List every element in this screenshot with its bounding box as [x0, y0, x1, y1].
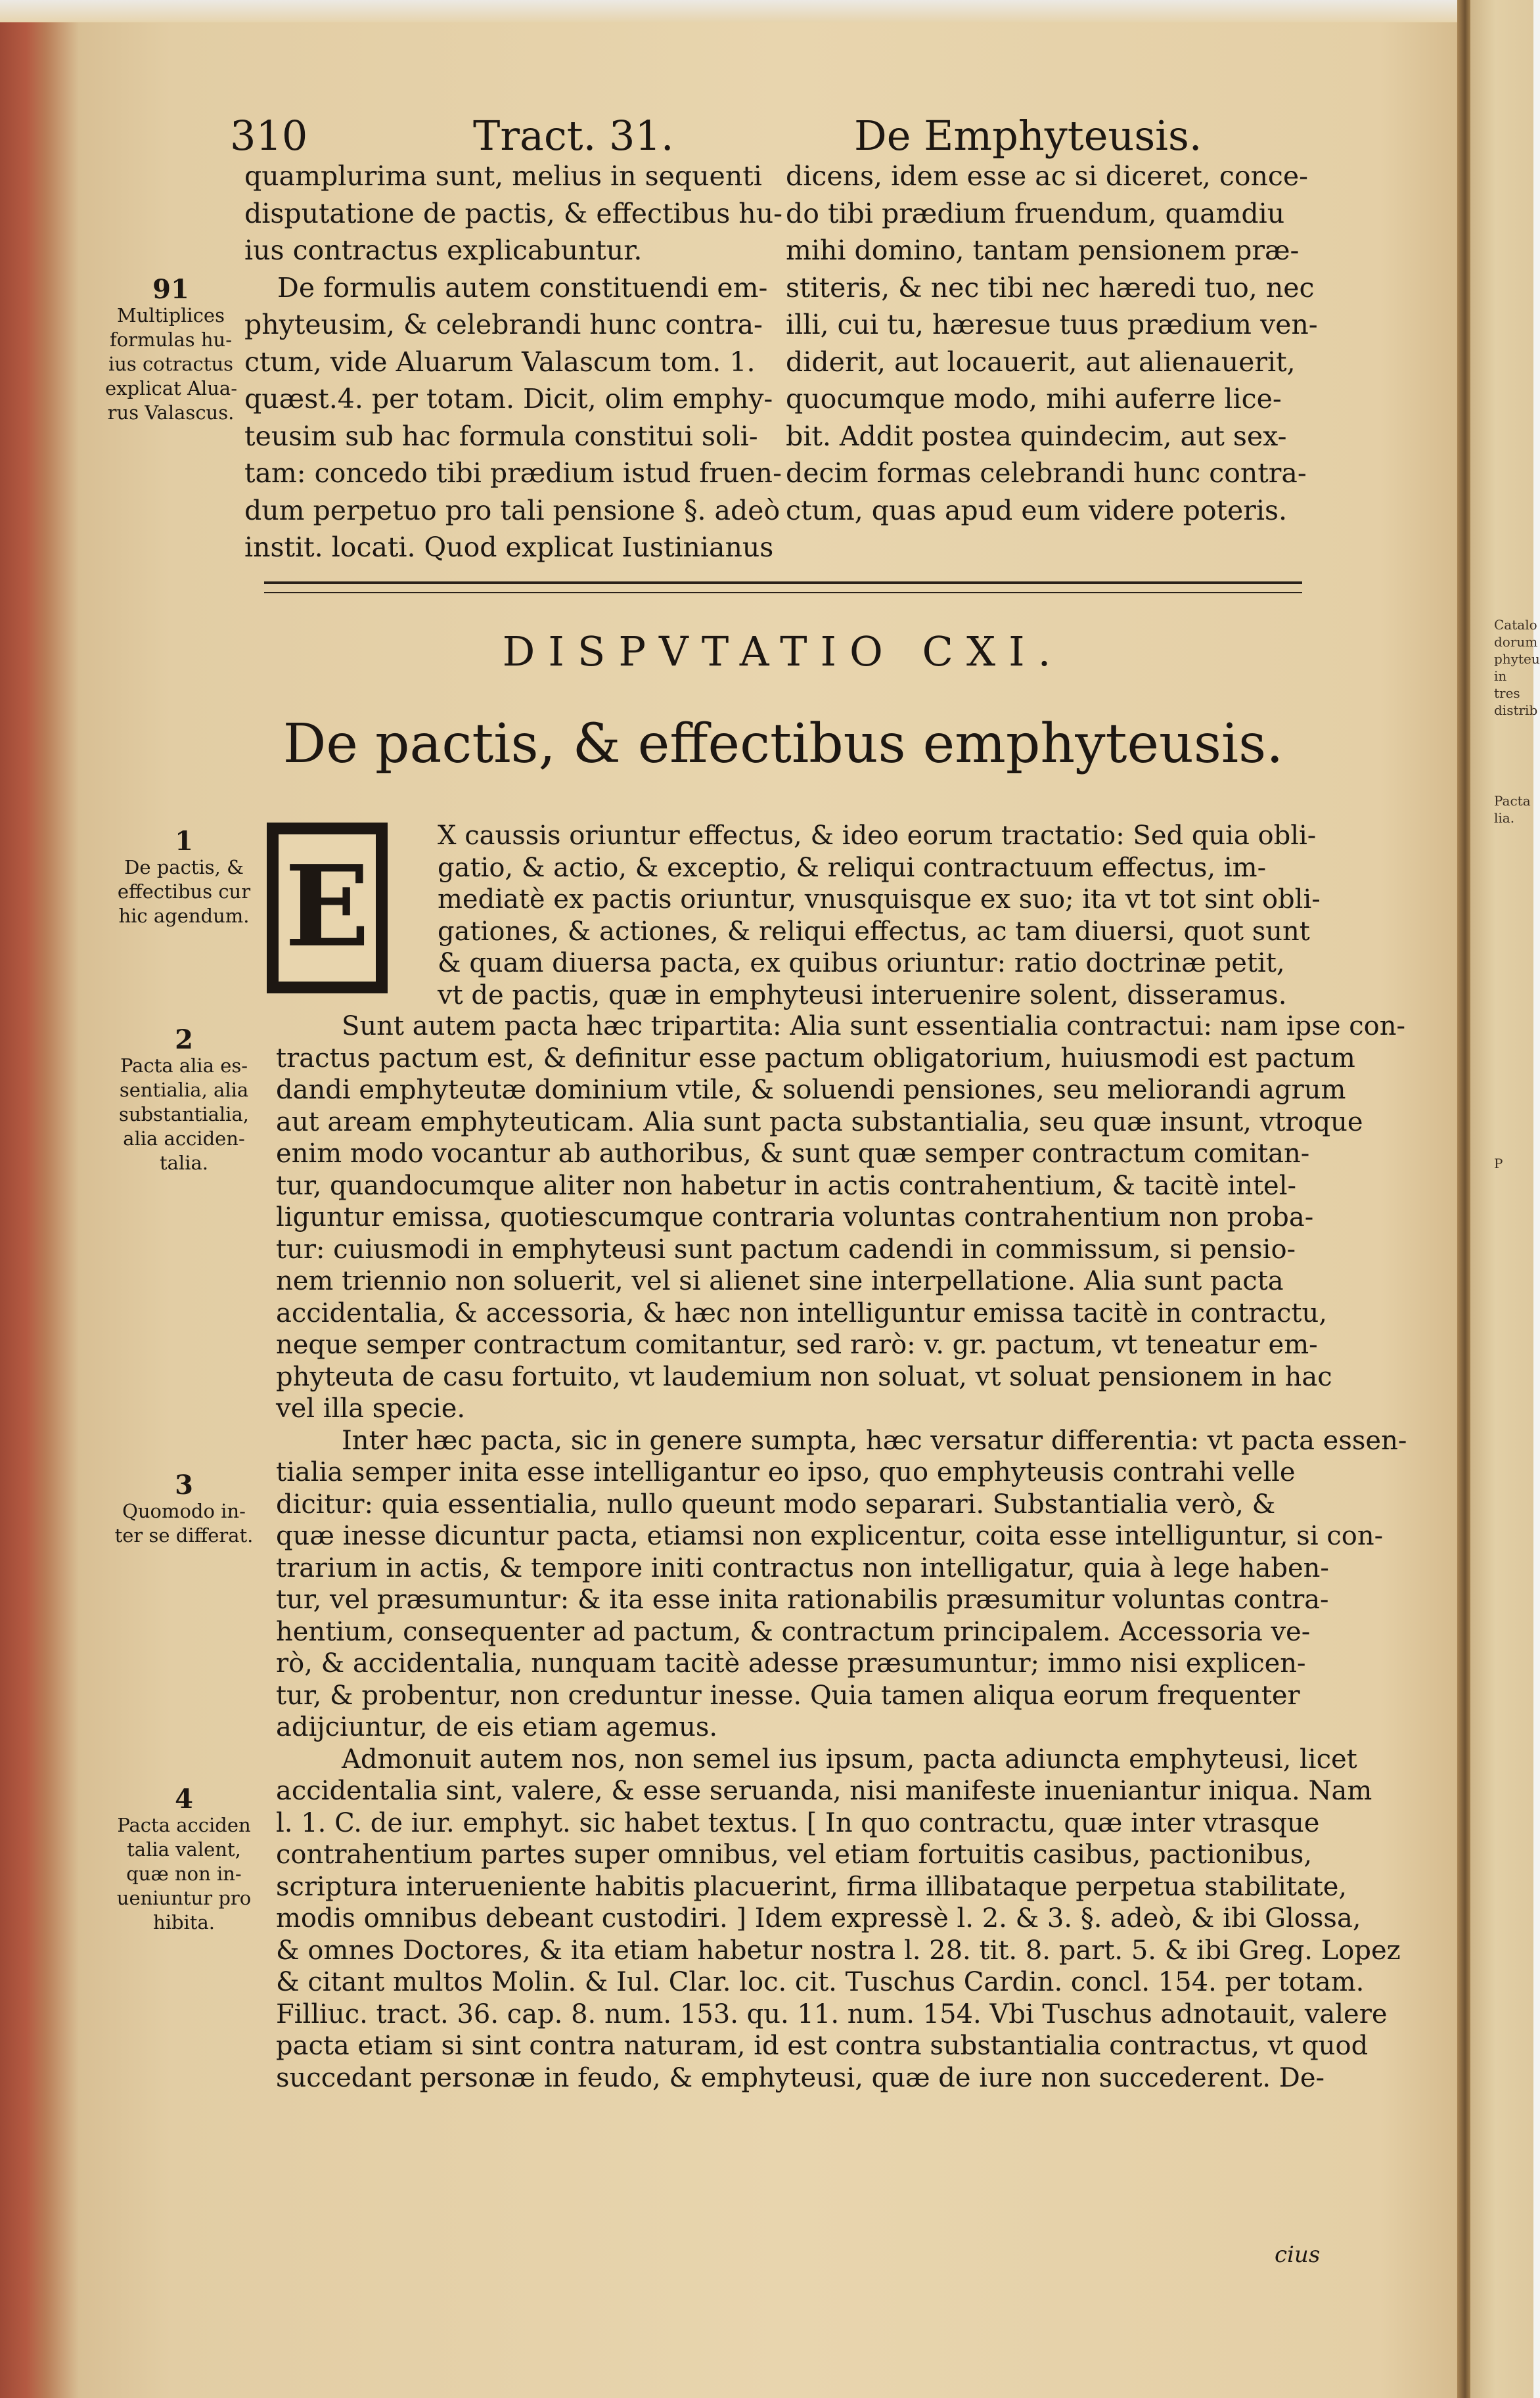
running-head: [230, 112, 1307, 164]
margin-note-line: Pacta acciden: [117, 1814, 251, 1836]
text-line: accidentalia, & accessoria, & hæc non intelliguntur emissa tacitè in contractu,: [276, 1298, 1327, 1328]
text-line: l. 1. C. de iur. emphyt. sic habet textus. [ In quo contractu, quæ inter vtrasque: [276, 1807, 1320, 1838]
text-line: Sunt autem pacta hæc tripartita: Alia sunt essentialia contractui: nam ipse con-: [342, 1011, 1405, 1041]
top-left-column: [244, 158, 782, 566]
margin-note-line: quæ non in-: [126, 1863, 242, 1885]
margin-note-line: Quomodo in-: [122, 1500, 246, 1522]
facing-page-line: lia.: [1494, 810, 1515, 826]
text-line: tur, vel præsumuntur: & ita esse inita rationabilis præsumitur voluntas contra-: [276, 1585, 1329, 1615]
margin-note-line: talia valent,: [127, 1838, 241, 1861]
facing-page-line: in tres: [1494, 668, 1520, 701]
text-line: quæ inesse dicuntur pacta, etiamsi non explicentur, coita esse intelliguntur, si con-: [276, 1521, 1384, 1551]
text-line: dum perpetuo pro tali pensione §. adeò: [244, 494, 781, 526]
text-line: & citant multos Molin. & Iul. Clar. loc. cit. Tuschus Cardin. concl. 154. per totam.: [276, 1967, 1365, 1997]
facing-page-line: phyteu: [1494, 651, 1540, 667]
book-gutter: [1457, 0, 1470, 2398]
margin-note-number: 4: [175, 1784, 193, 1815]
text-line: do tibi prædium fruendum, quamdiu: [786, 197, 1285, 229]
text-line: teusim sub hac formula constitui soli-: [244, 420, 758, 452]
opening-paragraph: [438, 820, 1321, 1011]
margin-note: [105, 1786, 263, 1935]
margin-note-line: hibita.: [153, 1911, 215, 1934]
facing-page-line: P: [1494, 1156, 1503, 1171]
text-line: dicens, idem esse ac si diceret, conce-: [786, 160, 1309, 192]
text-line: rò, & accidentalia, nunquam tacitè adesse præsumuntur; immo nisi explicen-: [276, 1648, 1306, 1679]
page-number: 310: [230, 112, 308, 160]
text-line: mihi domino, tantam pensionem præ-: [786, 235, 1300, 266]
text-line: bit. Addit postea quindecim, aut sex-: [786, 420, 1287, 452]
text-line: tialia semper inita esse intelligantur eo ipso, quo emphyteusis contrahi velle: [276, 1457, 1296, 1487]
margin-note-line: ter se differat.: [114, 1524, 254, 1547]
margin-note-line: rus Valascus.: [107, 401, 235, 424]
text-line: instit. locati. Quod explicat Iustinianus: [244, 532, 774, 563]
decorated-initial: [267, 823, 388, 993]
margin-note-line: explicat Alua-: [105, 377, 238, 399]
margin-note-line: De pactis, &: [124, 856, 244, 878]
text-line: mediatè ex pactis oriuntur, vnusquisque ex suo; ita vt tot sint obli-: [438, 884, 1321, 915]
text-line: disputatione de pactis, & effectibus hu-: [244, 197, 782, 229]
text-line: trarium in actis, & tempore initi contractus non intelligatur, quia à lege haben-: [276, 1552, 1329, 1583]
margin-note-line: sentialia, alia: [119, 1079, 249, 1101]
text-line: scriptura interueniente habitis placuerint, firma illibataque perpetua stabilitate,: [276, 1871, 1348, 1902]
section-rule: [264, 581, 1302, 593]
margin-note-line: ueniuntur pro: [116, 1887, 252, 1909]
margin-note-line: substantialia,: [119, 1103, 249, 1125]
text-line: neque semper contractum comitantur, sed rarò: v. gr. pactum, vt teneatur em-: [276, 1330, 1318, 1360]
facing-page-note: [1494, 616, 1540, 719]
margin-note-number: 2: [175, 1024, 193, 1055]
text-line: enim modo vocantur ab authoribus, & sunt quæ semper contractum comitan-: [276, 1139, 1310, 1169]
margin-note-line: Multiplices: [117, 304, 225, 327]
text-line: tam: concedo tibi prædium istud fruen-: [244, 457, 782, 489]
initial-letter: E: [284, 841, 370, 972]
text-line: dicitur: quia essentialia, nullo queunt modo separari. Substantialia verò, &: [276, 1489, 1276, 1520]
text-line: gatio, & actio, & exceptio, & reliqui contractuum effectus, im-: [438, 852, 1267, 883]
body-text: [276, 1010, 1407, 2094]
disputation-title: De pactis, & effectibus emphyteusis.: [283, 713, 1284, 775]
facing-page-line: Pacta: [1494, 793, 1531, 809]
text-line: tractus pactum est, & definitur esse pactum obligatorium, huiusmodi est pactum: [276, 1043, 1355, 1074]
text-line: succedant personæ in feudo, & emphyteusi, quæ de iure non succederent. De-: [276, 2062, 1325, 2093]
margin-note: [105, 276, 237, 425]
facing-page-edge: [1470, 0, 1540, 2398]
top-right-column: [786, 158, 1318, 529]
text-line: quæst.4. per totam. Dicit, olim emphy-: [244, 383, 773, 415]
text-line: accidentalia sint, valere, & esse seruanda, nisi manifeste inueniantur iniqua. Nam: [276, 1776, 1372, 1806]
text-line: X caussis oriuntur effectus, & ideo eorum tractatio: Sed quia obli-: [438, 821, 1317, 851]
margin-note-line: formulas hu-: [109, 328, 233, 351]
text-line: pacta etiam si sint contra naturam, id est contra substantialia contractus, vt quod: [276, 2031, 1369, 2061]
margin-note-line: talia.: [159, 1152, 208, 1174]
running-title: De Emphyteusis.: [854, 112, 1202, 160]
facing-page-note: [1494, 792, 1533, 826]
text-line: ctum, vide Aluarum Valascum tom. 1.: [244, 346, 756, 378]
text-line: tur, quandocumque aliter non habetur in actis contrahentium, & tacitè intel-: [276, 1170, 1297, 1201]
text-line: stiteris, & nec tibi nec hæredi tuo, nec: [786, 271, 1315, 304]
text-line: aut aream emphyteuticam. Alia sunt pacta substantialia, seu quæ insunt, vtroque: [276, 1106, 1363, 1137]
text-line: vel illa specie.: [276, 1393, 466, 1424]
margin-note-number: 91: [152, 274, 189, 305]
margin-note-line: Pacta alia es-: [120, 1054, 248, 1077]
text-line: Filliuc. tract. 36. cap. 8. num. 153. qu. 11. num. 154. Vbi Tuschus adnotauit, valere: [276, 1999, 1388, 2029]
text-line: Admonuit autem nos, non semel ius ipsum, pacta adiuncta emphyteusi, licet: [342, 1744, 1357, 1775]
text-line: liguntur emissa, quotiescumque contraria voluntas contrahentium non proba-: [276, 1202, 1314, 1233]
catchword: cius: [1275, 2242, 1321, 2268]
text-line: hentium, consequenter ad pactum, & contractum principalem. Accessoria ve-: [276, 1616, 1311, 1647]
text-line: contrahentium partes super omnibus, vel etiam fortuitis casibus, pactionibus,: [276, 1840, 1313, 1870]
disputation-heading: DISPVTATIO CXI.: [502, 627, 1064, 675]
text-line: tur, & probentur, non creduntur inesse. Quia tamen aliqua eorum frequenter: [276, 1680, 1300, 1711]
text-line: phyteuta de casu fortuito, vt laudemium non soluat, vt soluat pensionem in hac: [276, 1361, 1332, 1392]
text-line: gationes, & actiones, & reliqui effectus, ac tam diuersi, quot sunt: [438, 916, 1310, 947]
facing-page-line: dorum: [1494, 634, 1538, 650]
facing-page-note: [1494, 1155, 1533, 1172]
margin-note-line: hic agendum.: [118, 905, 250, 927]
margin-note-number: 3: [175, 1470, 193, 1501]
text-line: ctum, quas apud eum videre poteris.: [786, 494, 1288, 526]
text-line: ius contractus explicabuntur.: [244, 235, 643, 266]
text-line: adijciuntur, de eis etiam agemus.: [276, 1712, 718, 1742]
margin-note: [105, 1026, 263, 1175]
tract-label: Tract. 31.: [473, 112, 674, 160]
text-line: phyteusim, & celebrandi hunc contra-: [244, 309, 763, 340]
facing-page-line: distrib: [1494, 702, 1538, 718]
text-line: decim formas celebrandi hunc contra-: [786, 457, 1307, 489]
text-line: illi, cui tu, hæresue tuus prædium ven-: [786, 309, 1318, 340]
page-top-edge: [0, 0, 1533, 22]
margin-note-number: 1: [175, 826, 193, 857]
text-line: quocumque modo, mihi auferre lice-: [786, 383, 1282, 415]
text-line: diderit, aut locauerit, aut alienauerit,: [786, 346, 1296, 378]
text-line: & quam diuersa pacta, ex quibus oriuntur: ratio doctrinæ petit,: [438, 948, 1285, 978]
text-line: vt de pactis, quæ in emphyteusi interuenire solent, disseramus.: [438, 980, 1287, 1010]
facing-page-line: Catalo: [1494, 617, 1537, 633]
initial-frame: [279, 834, 376, 982]
text-line: nem triennio non soluerit, vel si alienet sine interpellatione. Alia sunt pacta: [276, 1266, 1284, 1296]
margin-note-line: ius cotractus: [108, 353, 233, 375]
text-line: dandi emphyteutæ dominium vtile, & soluendi pensiones, seu meliorandi agrum: [276, 1075, 1346, 1105]
margin-note: [105, 1472, 263, 1548]
text-line: modis omnibus debeant custodiri. ] Idem expressè l. 2. & 3. §. adeò, & ibi Glossa,: [276, 1903, 1361, 1934]
text-line: Inter hæc pacta, sic in genere sumpta, hæc versatur differentia: vt pacta essen-: [342, 1425, 1407, 1456]
text-line: tur: cuiusmodi in emphyteusi sunt pactum cadendi in commissum, si pensio-: [276, 1234, 1296, 1265]
text-line: quamplurima sunt, melius in sequenti: [244, 160, 762, 192]
text-line: & omnes Doctores, & ita etiam habetur nostra l. 28. tit. 8. part. 5. & ibi Greg. Lopez: [276, 1935, 1401, 1966]
margin-note: [105, 828, 263, 928]
margin-note-line: alia acciden-: [123, 1127, 245, 1150]
text-line: De formulis autem constituendi em-: [277, 271, 768, 304]
margin-note-line: effectibus cur: [117, 880, 251, 903]
